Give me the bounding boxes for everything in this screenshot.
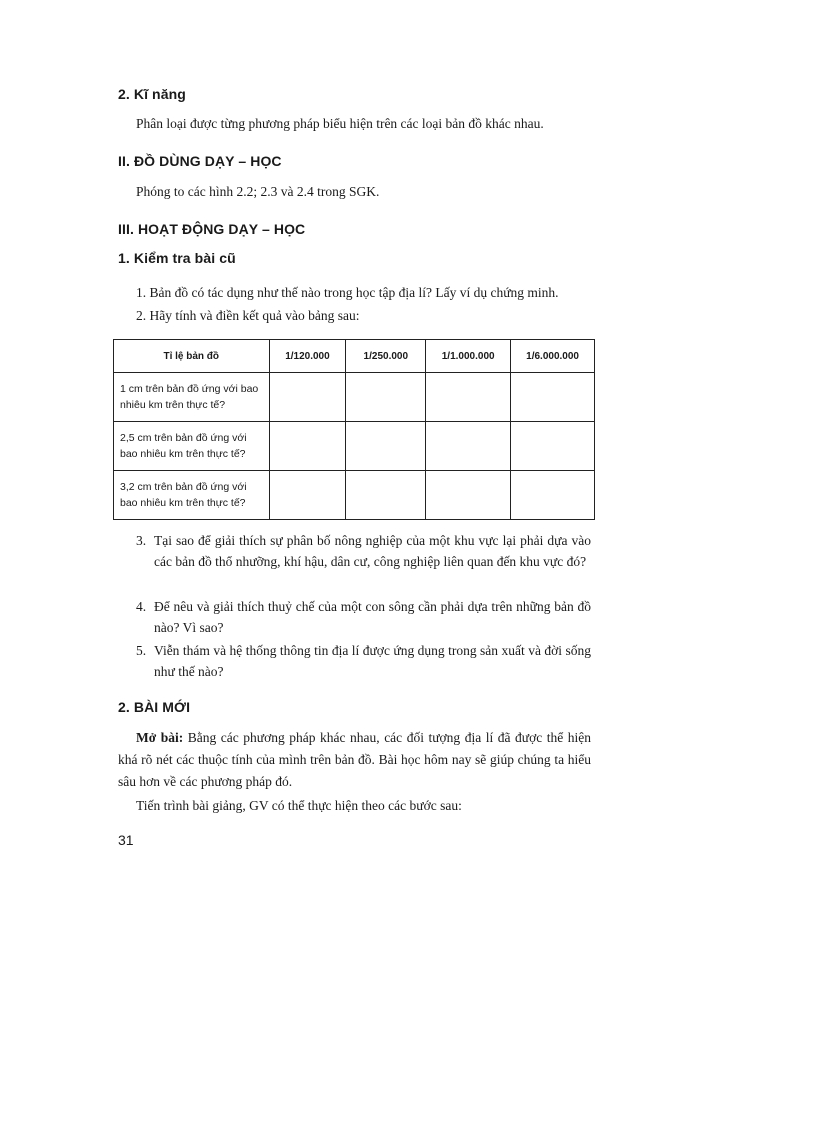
activities-heading: III. HOẠT ĐỘNG DẠY – HỌC (118, 221, 306, 237)
table-header: 1/1.000.000 (426, 340, 511, 373)
materials-text: Phóng to các hình 2.2; 2.3 và 2.4 trong SGK. (136, 184, 380, 199)
intro-label: Mở bài: (136, 730, 184, 745)
table-row (114, 422, 595, 471)
table-header: 1/6.000.000 (511, 340, 595, 373)
review-heading: 1. Kiểm tra bài cũ (118, 250, 236, 266)
question-5 (136, 640, 591, 682)
empty-cell (426, 373, 511, 422)
question-1: 1. Bản đồ có tác dụng như thế nào trong học tập địa lí? Lấy ví dụ chứng minh. (136, 285, 559, 300)
empty-cell (269, 471, 346, 520)
table-row (114, 373, 595, 422)
empty-cell (269, 373, 346, 422)
progress-text: Tiến trình bài giảng, GV có thể thực hiện theo các bước sau: (136, 798, 462, 813)
row-label: 3,2 cm trên bản đồ ứng với bao nhiêu km trên thực tế? (114, 471, 270, 520)
new-lesson-heading: 2. BÀI MỚI (118, 699, 191, 715)
empty-cell (346, 373, 426, 422)
question-text: Viễn thám và hệ thống thông tin địa lí được ứng dụng trong sản xuất và đời sống như thế nào? (154, 643, 591, 679)
question-number: 5. (136, 643, 147, 658)
question-number: 4. (136, 599, 147, 614)
skills-heading: 2. Kĩ năng (118, 86, 186, 102)
table-header: 1/250.000 (346, 340, 426, 373)
table-row (114, 471, 595, 520)
row-label: 1 cm trên bản đồ ứng với bao nhiêu km trên thực tế? (114, 373, 270, 422)
empty-cell (426, 422, 511, 471)
empty-cell (269, 422, 346, 471)
question-2: 2. Hãy tính và điền kết quả vào bảng sau: (136, 308, 360, 323)
empty-cell (511, 373, 595, 422)
table-header: Tỉ lệ bản đồ (114, 340, 270, 373)
materials-heading: II. ĐỒ DÙNG DẠY – HỌC (118, 153, 282, 169)
question-number: 3. (136, 533, 147, 548)
page-number: 31 (118, 832, 134, 848)
empty-cell (511, 471, 595, 520)
empty-cell (346, 422, 426, 471)
empty-cell (346, 471, 426, 520)
table-header-row (114, 340, 595, 373)
intro-text: Bằng các phương pháp khác nhau, các đối tượng địa lí đã được thể hiện khá rõ nét các thuộc tính của mình trên bản đồ. Bài học hôm nay sẽ giúp chúng ta hiểu sâu hơn về các phương pháp đó. (118, 730, 591, 789)
intro-paragraph (118, 727, 591, 793)
empty-cell (426, 471, 511, 520)
scale-table (113, 339, 595, 520)
table-header: 1/120.000 (269, 340, 346, 373)
question-3 (136, 530, 591, 572)
empty-cell (511, 422, 595, 471)
question-text: Để nêu và giải thích thuỷ chế của một con sông cần phải dựa trên những bản đồ nào? Vì sao? (154, 599, 591, 635)
row-label: 2,5 cm trên bản đồ ứng với bao nhiêu km trên thực tế? (114, 422, 270, 471)
skills-text: Phân loại được từng phương pháp biểu hiện trên các loại bản đồ khác nhau. (136, 116, 544, 131)
question-text: Tại sao để giải thích sự phân bố nông nghiệp của một khu vực lại phải dựa vào các bản đồ thổ nhưỡng, khí hậu, dân cư, công nghiệp liên quan đến khu vực đó? (154, 533, 591, 569)
question-4 (136, 596, 591, 638)
